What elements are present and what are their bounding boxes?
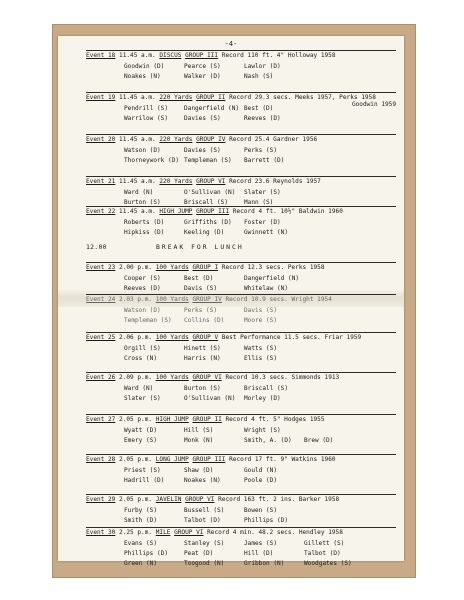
- competitor-name: Watts (S): [244, 345, 278, 352]
- event-time: 11.45 a.m.: [119, 178, 156, 185]
- competitor-name: Green (N): [124, 560, 158, 567]
- event-id: Event 25: [86, 334, 116, 341]
- competitor-name: Moore (S): [244, 317, 278, 324]
- event-header: [86, 333, 361, 344]
- event-id: Event 28: [86, 456, 116, 463]
- event-id: Event 26: [86, 374, 116, 381]
- competitor-name: Furby (S): [124, 507, 158, 514]
- competitor-name: Toogood (N): [184, 560, 225, 567]
- competitor-name: Griffiths (D): [184, 219, 232, 226]
- competitor-name: Poole (D): [244, 477, 278, 484]
- event-name: MILE: [155, 529, 171, 536]
- event-header: [86, 415, 325, 426]
- event-group: GROUP II: [196, 94, 226, 101]
- event-record: Record 23.6 Reynolds 1957: [229, 178, 321, 185]
- event-block: [86, 527, 396, 565]
- competitor-name: Talbot (D): [304, 550, 341, 557]
- competitor-name: Thorneywork (D): [124, 157, 180, 164]
- event-block: [86, 206, 396, 244]
- competitor-name: Burton (S): [124, 199, 161, 206]
- event-id: Event 18: [86, 52, 116, 59]
- competitor-name: Reeves (D): [244, 115, 281, 122]
- competitor-name: Perks (S): [184, 307, 218, 314]
- event-id: Event 23: [86, 264, 116, 271]
- event-record: Record 17 ft. 9" Watkins 1960: [229, 456, 336, 463]
- competitor-name: Hill (S): [184, 427, 214, 434]
- competitor-name: Talbot (D): [184, 517, 221, 524]
- competitor-name: Briscall (S): [184, 199, 229, 206]
- event-block: [86, 50, 396, 88]
- event-record: Record 10.9 secs. Wright 1954: [225, 296, 332, 303]
- competitor-name: Phillips (D): [244, 517, 289, 524]
- event-header: [86, 51, 336, 62]
- competitor-name: Stanley (S): [184, 540, 225, 547]
- competitor-name: Ellis (S): [244, 355, 278, 362]
- event-id: Event 29: [86, 496, 116, 503]
- competitor-name: Slater (S): [244, 189, 281, 196]
- event-block: [86, 294, 396, 332]
- event-group: GROUP II: [192, 416, 222, 423]
- competitor-name: Perks (S): [244, 147, 278, 154]
- page-number: -4-: [224, 40, 238, 48]
- competitor-name: Gould (N): [244, 467, 278, 474]
- event-id: Event 24: [86, 296, 116, 303]
- event-name: 100 Yards: [155, 334, 189, 341]
- event-record: Best Performance 11.5 secs. Friar 1959: [221, 334, 362, 341]
- event-name: 100 Yards: [155, 296, 189, 303]
- event-name: 220 Yards: [159, 136, 193, 143]
- event-time: 2.05 p.m.: [119, 416, 153, 423]
- competitor-name: Smith (D): [124, 517, 158, 524]
- event-block: [86, 372, 396, 410]
- competitor-name: Hill (D): [244, 550, 274, 557]
- event-id: Event 21: [86, 178, 116, 185]
- competitor-name: Davis (S): [184, 285, 218, 292]
- competitor-name: Nash (S): [244, 73, 274, 80]
- event-block: [86, 332, 396, 370]
- competitor-name: Pearce (S): [184, 63, 221, 70]
- event-time: 2.05 p.m.: [119, 496, 153, 503]
- event-name: HIGH JUMP: [155, 416, 189, 423]
- competitor-name: Harris (N): [184, 355, 221, 362]
- event-id: Event 22: [86, 208, 116, 215]
- event-time: 11.45 a.m.: [119, 94, 156, 101]
- competitor-name: Lawlor (D): [244, 63, 281, 70]
- competitor-name: Watson (D): [124, 307, 161, 314]
- event-time: 2.25 p.m.: [119, 529, 153, 536]
- competitor-name: Phillips (D): [124, 550, 169, 557]
- competitor-name: Hadrill (D): [124, 477, 165, 484]
- event-header: [86, 207, 343, 218]
- event-name: LONG JUMP: [155, 456, 189, 463]
- event-time: 2.09 p.m.: [119, 374, 153, 381]
- event-block: [86, 92, 396, 130]
- event-record: Record 10.3 secs. Simmonds 1913: [225, 374, 340, 381]
- competitor-name: Goodwin (D): [124, 63, 165, 70]
- competitor-name: Gribbon (N): [244, 560, 285, 567]
- event-record-extra: Goodwin 1959: [351, 101, 396, 108]
- competitor-name: James (S): [244, 540, 278, 547]
- event-header: [86, 295, 332, 306]
- competitor-name: Bowen (S): [244, 507, 278, 514]
- competitor-name: Smith, A. (D): [244, 437, 292, 444]
- competitor-name: Noakes (N): [184, 477, 221, 484]
- competitor-name: O'Sullivan (N): [184, 395, 236, 402]
- event-header: [86, 263, 325, 274]
- event-name: 100 Yards: [155, 264, 189, 271]
- event-record: Record 4 min. 48.2 secs. Hendley 1958: [207, 529, 343, 536]
- competitor-name: O'Sullivan (N): [184, 189, 236, 196]
- event-group: GROUP IV: [192, 296, 222, 303]
- competitor-name: Bussell (S): [184, 507, 225, 514]
- competitor-name: Hipkiss (D): [124, 229, 165, 236]
- event-time: 2.06 p.m.: [119, 334, 153, 341]
- break-time: 12.00: [86, 243, 107, 251]
- event-header: [86, 495, 339, 506]
- competitor-name: Whitelaw (N): [244, 285, 289, 292]
- competitor-name: Templeman (S): [124, 317, 172, 324]
- competitor-name: Foster (D): [244, 219, 281, 226]
- competitor-name: Dangerfield (N): [244, 275, 300, 282]
- competitor-name: Roberts (D): [124, 219, 165, 226]
- competitor-name: Ward (N): [124, 385, 154, 392]
- competitor-name: Peat (D): [184, 550, 214, 557]
- event-record: Record 163 ft. 2 ins. Barker 1958: [218, 496, 340, 503]
- competitor-name: Davies (S): [184, 147, 221, 154]
- competitor-name: Brew (D): [304, 437, 334, 444]
- competitor-name: Orgill (S): [124, 345, 161, 352]
- competitor-name: Priest (S): [124, 467, 161, 474]
- event-header: [86, 528, 343, 539]
- event-group: GROUP VI: [185, 496, 215, 503]
- event-header: [86, 93, 376, 104]
- competitor-name: Best (D): [244, 105, 274, 112]
- event-group: GROUP V: [192, 334, 219, 341]
- competitor-name: Monk (N): [184, 437, 214, 444]
- competitor-name: Hinett (S): [184, 345, 221, 352]
- competitor-name: Cross (N): [124, 355, 158, 362]
- event-time: 2.05 p.m.: [119, 456, 153, 463]
- event-id: Event 19: [86, 94, 116, 101]
- competitor-name: Emery (S): [124, 437, 158, 444]
- competitor-name: Briscall (S): [244, 385, 289, 392]
- event-header: [86, 455, 336, 466]
- event-group: GROUP I: [192, 264, 219, 271]
- event-block: [86, 134, 396, 172]
- event-id: Event 30: [86, 529, 116, 536]
- event-group: GROUP III: [192, 456, 226, 463]
- event-id: Event 27: [86, 416, 116, 423]
- competitor-name: Mann (S): [244, 199, 274, 206]
- competitor-name: Slater (S): [124, 395, 161, 402]
- event-group: GROUP VI: [174, 529, 204, 536]
- competitor-name: Morley (D): [244, 395, 281, 402]
- competitor-name: Ward (N): [124, 189, 154, 196]
- event-block: [86, 414, 396, 452]
- event-group: GROUP IV: [196, 136, 226, 143]
- competitor-name: Cooper (S): [124, 275, 161, 282]
- break-text: BREAK FOR LUNCH: [156, 243, 244, 251]
- competitor-name: Barrett (D): [244, 157, 285, 164]
- event-record: Record 4 ft. 10½" Baldwin 1960: [232, 208, 343, 215]
- competitor-name: Shaw (D): [184, 467, 214, 474]
- competitor-name: Davis (S): [244, 307, 278, 314]
- event-time: 11.45 a.m.: [119, 208, 156, 215]
- competitor-name: Walker (D): [184, 73, 221, 80]
- event-name: 220 Yards: [159, 178, 193, 185]
- competitor-name: Dangerfield (N): [184, 105, 240, 112]
- event-time: 11.45 a.m.: [119, 136, 156, 143]
- event-record: Record 12.3 secs. Perks 1958: [221, 264, 325, 271]
- event-record: Record 110 ft. 4" Holloway 1958: [221, 52, 336, 59]
- event-group: GROUP VI: [196, 178, 226, 185]
- competitor-name: Pendrill (S): [124, 105, 169, 112]
- event-name: 220 Yards: [159, 94, 193, 101]
- event-name: HIGH JUMP: [159, 208, 193, 215]
- event-time: 11.45 a.m.: [119, 52, 156, 59]
- competitor-name: Best (D): [184, 275, 214, 282]
- event-record: Record 25.4 Gardner 1956: [229, 136, 318, 143]
- competitor-name: Wyatt (D): [124, 427, 158, 434]
- document-page: [58, 36, 404, 567]
- event-time: 2.00 p.m.: [119, 264, 153, 271]
- competitor-name: Keeling (D): [184, 229, 225, 236]
- competitor-name: Reeves (D): [124, 285, 161, 292]
- competitor-name: Wright (S): [244, 427, 281, 434]
- competitor-name: Templeman (S): [184, 157, 232, 164]
- event-name: 100 Yards: [155, 374, 189, 381]
- event-header: [86, 373, 339, 384]
- event-name: JAVELIN: [155, 496, 182, 503]
- event-record: Record 4 ft. 5" Hodges 1955: [225, 416, 325, 423]
- event-group: GROUP VI: [192, 374, 222, 381]
- event-group: GROUP III: [196, 208, 230, 215]
- competitor-name: Collins (D): [184, 317, 225, 324]
- event-header: [86, 177, 321, 188]
- competitor-name: Evans (S): [124, 540, 158, 547]
- competitor-name: Woodgates (S): [304, 560, 352, 567]
- event-time: 2.03 p.m.: [119, 296, 153, 303]
- competitor-name: Gwinnett (N): [244, 229, 289, 236]
- competitor-name: Noakes (N): [124, 73, 161, 80]
- event-header: [86, 135, 317, 146]
- competitor-name: Gillett (S): [304, 540, 345, 547]
- competitor-name: Burton (S): [184, 385, 221, 392]
- competitor-name: Warrilow (S): [124, 115, 169, 122]
- competitor-name: Davies (S): [184, 115, 221, 122]
- event-record: Record 29.3 secs. Meeks 1957, Perks 1958: [229, 94, 376, 101]
- competitor-name: Watson (D): [124, 147, 161, 154]
- event-block: [86, 454, 396, 492]
- event-group: GROUP III: [185, 52, 219, 59]
- event-id: Event 20: [86, 136, 116, 143]
- event-name: DISCUS: [159, 52, 182, 59]
